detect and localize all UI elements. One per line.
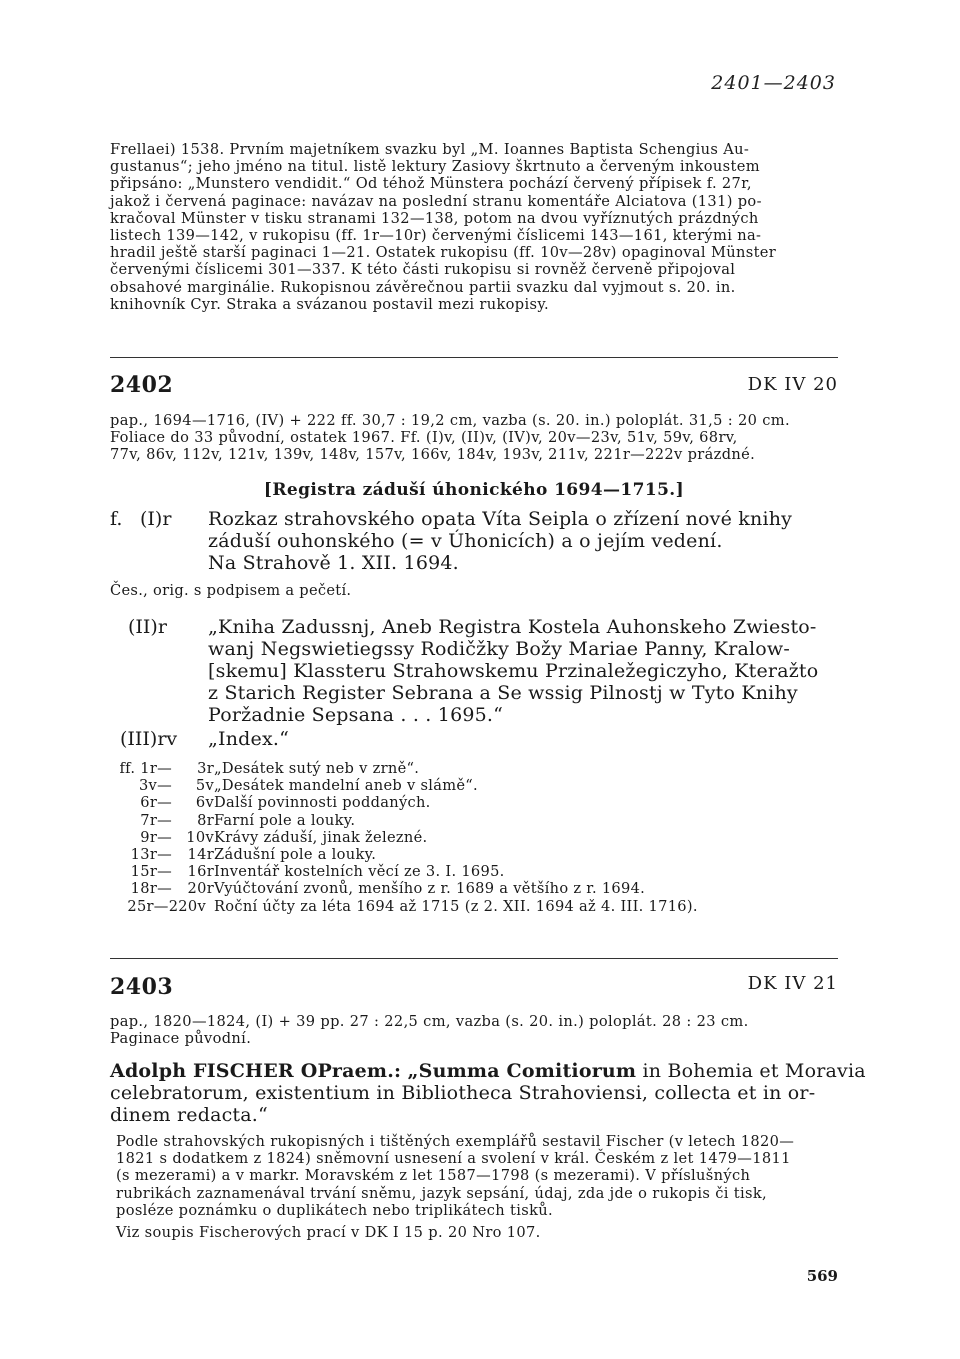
folio-ref: (I)r [140,508,172,530]
folio-to: 14r [187,845,214,863]
item-text [208,508,838,574]
item-text [208,616,838,726]
contents-description: Zádušní pole a louky. [214,845,377,863]
folio-from: 15r— [130,863,172,881]
contents-description: Roční účty za léta 1694 až 1715 (z 2. XII. 1694 až 4. III. 1716). [214,897,698,915]
intro-line: knihovník Cyr. Straka a svázanou postavil mezi rukopisy. [110,295,549,313]
folio-to: 3r [197,760,214,777]
folio-to: 6v [195,794,214,812]
contents-description: Inventář kostelních věcí ze 3. I. 1695. [214,863,505,881]
title-line: celebratorum, existentium in Bibliotheca Strahoviensi, collecta et in or- [110,1082,816,1104]
list-item [110,829,838,846]
folio-ref: (III)rv [120,728,178,750]
item-line: záduší ouhonského (= v Úhonicích) a o jejím vedení. [208,530,723,552]
contents-description: Krávy záduší, jinak železné. [214,828,428,846]
abstract-line: rubrikách zaznamenával trvání sněmu, jazyk sepsání, údaj, zda jde o rukopis či tisk, [116,1184,768,1202]
folio-from: 7r— [140,811,172,829]
list-item [110,760,838,777]
folio-from: 3v— [138,777,172,795]
contents-description: „Desátek mandelní aneb v slámě“. [214,777,478,795]
folio-to: 5v [195,777,214,795]
contents-description: Vyúčtování zvonů, menšího z r. 1689 a většího z r. 1694. [214,880,646,898]
intro-line: kračoval Münster v tisku stranami 132—138, potom na dvou vyříznutých prázdných [110,209,759,227]
item-line: [skemu] Klassteru Strahowskemu Przinaležegiczyho, Kteražto [208,660,819,682]
title-rest: in Bohemia et Moravia [642,1060,866,1082]
bibliographic-reference: Viz soupis Fischerových prací v DK I 15 p. 20 Nro 107. [116,1224,541,1241]
folio-from: 25r—220v [127,897,206,915]
list-item [110,880,838,897]
intro-line: gustanus“; jeho jméno na titul. listě lektury Zasiovy škrtnuto a červeným inkoustem [110,158,760,176]
intro-line: listech 139—142, v rukopisu (ff. 1r—10r) červenými číslicemi 143—161, kterými na- [110,227,762,245]
abstract-line: 1821 s dodatkem z 1824) sněmovní usnesení a svolení v král. Českém z let 1479—1811 [116,1150,791,1168]
physical-line: pap., 1820—1824, (I) + 39 pp. 27 : 22,5 cm, vazba (s. 20. in.) poloplát. 28 : 23 cm. [110,1013,749,1030]
abstract-line: posléze poznámku o duplikátech nebo triplikátech tisků. [116,1201,554,1219]
list-item [110,898,838,915]
contents-description: Farní pole a louky. [214,811,356,829]
folio-from: 9r— [140,828,172,846]
folio-from: 18r— [130,880,172,898]
abstract-line: (s mezerami) a v markr. Moravském z let 1587—1798 (s mezerami). V příslušných [116,1167,751,1185]
title-line [110,1060,866,1082]
physical-line: 77v, 86v, 112v, 121v, 139v, 148v, 157v, 166v, 184v, 193v, 211v, 221r—222v prázdné. [110,446,756,464]
shelfmark-2402: DK IV 20 [747,374,838,395]
intro-line: červenými číslicemi 301—337. K této části rukopisu si rovněž červeně připojoval [110,261,736,279]
physical-line: Paginace původní. [110,1030,252,1048]
section-divider [110,958,838,959]
item-line: Poržadnie Sepsana . . . 1695.“ [208,704,504,726]
page-number: 569 [806,1267,838,1285]
item-line: Rozkaz strahovského opata Víta Seipla o zřízení nové knihy [208,508,793,530]
abstract-2403 [116,1133,838,1219]
contents-description: „Desátek sutý neb v zrně“. [214,760,420,777]
section-divider [110,357,838,358]
item-line: z Starich Register Sebrana a Se wssig Pilnostj w Tyto Knihy [208,682,798,704]
item-line: „Kniha Zadussnj, Aneb Registra Kostela Auhonskeho Zwiesto- [208,616,817,638]
intro-line: hradil ještě starší paginaci 1—21. Ostatek rukopisu (ff. 10v—28v) opaginoval Münster [110,244,777,262]
physical-description-2403 [110,1013,838,1047]
item-line: wanj Negswietiegssy Rodičžky Božy Mariae Panny, Kralow- [208,638,791,660]
list-item [110,846,838,863]
entry-number-2403: 2403 [110,974,174,1000]
title-line: dinem redacta.“ [110,1104,268,1126]
list-item [110,863,838,880]
intro-line: obsahové marginálie. Rukopisnou závěrečnou partii svazku dal vyjmout s. 20. in. [110,278,736,296]
physical-line: Foliace do 33 původní, ostatek 1967. Ff. (I)v, (II)v, (IV)v, 20v—23v, 51v, 59v, 68rv, [110,429,738,447]
folio-to: 20r [187,880,214,898]
folio-to: 8r [197,811,214,829]
physical-description-2402 [110,412,838,464]
title-bold: „Summa Comitiorum [407,1060,637,1082]
section-title-2402: [Registra záduší úhonického 1694—1715.] [263,480,685,500]
shelfmark-2403: DK IV 21 [747,973,838,994]
contents-description: Další povinnosti poddaných. [214,794,431,812]
folio-to: 10v [186,828,214,846]
item-note: Čes., orig. s podpisem a pečetí. [110,582,352,599]
contents-list [110,760,838,915]
entry-number-2402: 2402 [110,372,174,398]
intro-line: připsáno: „Munstero vendidit.“ Od téhož Münstera pochází červený přípisek f. 27r, [110,175,752,193]
list-item [110,777,838,794]
folio-from: 6r— [140,794,172,812]
item-line: Na Strahově 1. XII. 1694. [208,552,459,574]
abstract-line: Podle strahovských rukopisných i tištěných exemplářů sestavil Fischer (v letech 1820— [116,1133,795,1150]
work-title [110,1060,866,1126]
folio-ref: (II)r [128,616,167,638]
folio-label: f. [110,508,123,530]
folio-to: 16r [187,863,214,881]
running-head: 2401—2403 [711,72,836,94]
entry-2401-continuation [110,141,838,313]
author: Adolph FISCHER OPraem.: [110,1060,402,1082]
item-text: „Index.“ [208,728,290,750]
intro-line: Frellaei) 1538. Prvním majetníkem svazku byl „M. Ioannes Baptista Schengius Au- [110,141,750,158]
list-item [110,812,838,829]
physical-line: pap., 1694—1716, (IV) + 222 ff. 30,7 : 19,2 cm, vazba (s. 20. in.) poloplát. 31,5 : 20 cm. [110,412,790,429]
intro-line: jakož i červená paginace: navázav na poslední stranu komentáře Alciatova (131) po- [110,192,762,210]
folio-from: 13r— [130,845,172,863]
folio-from: ff. 1r— [119,760,172,777]
list-item [110,794,838,811]
